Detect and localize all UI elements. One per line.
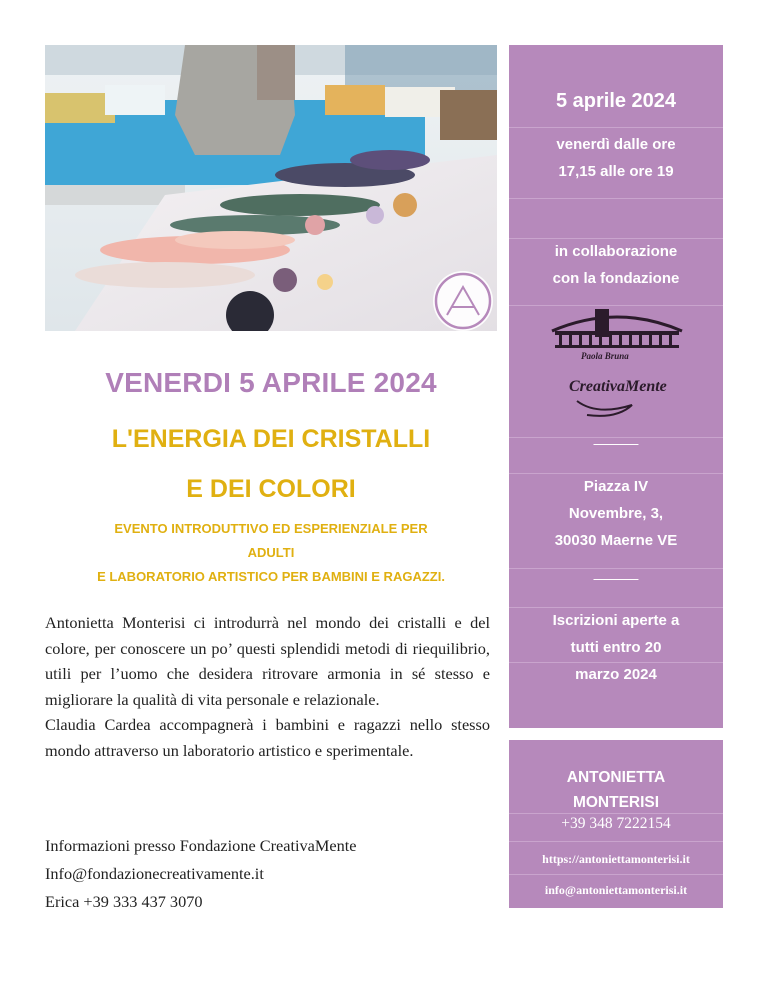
sidebar-divider <box>509 662 723 663</box>
event-photo <box>45 45 497 331</box>
logo-top-text: Paola Bruna <box>581 351 629 361</box>
sidebar-separator: _____ <box>593 429 639 446</box>
contact-card-divider <box>509 841 723 842</box>
info-line: Informazioni presso Fondazione CreativaMente <box>45 836 357 855</box>
description-paragraph1: Antonietta Monterisi ci introdurrà nel mondo dei cristalli e del colore, per conoscere un po’ questi splendidi metodi di riequilibrio, utili per l’uomo che desidera ritrovare armonia in sé stesso e migliorare la qualità di vita personale e relazionale. <box>45 613 490 709</box>
sidebar-registration-line2: tutti entro 20 <box>570 639 662 656</box>
subtitle-line3: E LABORATORIO ARTISTICO PER BAMBINI E RAGAZZI. <box>97 569 445 584</box>
sidebar-time-line1: venerdì dalle ore <box>556 136 676 153</box>
info-phone: Erica +39 333 437 3070 <box>45 892 203 911</box>
sidebar-collab-line1: in collaborazione <box>554 243 678 260</box>
contact-card-divider <box>509 874 723 875</box>
sidebar-collab <box>509 238 723 292</box>
contact-card <box>509 740 723 908</box>
event-date-headline: VENERDI 5 APRILE 2024 <box>105 367 437 398</box>
contact-card-divider <box>509 813 723 814</box>
sidebar-time-line2: 17,15 alle ore 19 <box>558 163 674 180</box>
sidebar-registration <box>509 607 723 688</box>
contact-name-line2: MONTERISI <box>572 794 660 811</box>
event-sidebar <box>509 45 723 728</box>
event-subtitle <box>45 517 497 589</box>
contact-phone: +39 348 7222154 <box>561 815 671 832</box>
event-description <box>45 610 490 763</box>
contact-name-line1: ANTONIETTA <box>566 769 666 786</box>
sidebar-separator: _____ <box>593 564 639 581</box>
info-contacts <box>45 832 490 916</box>
contact-website-link[interactable]: https://antoniettamonterisi.it <box>542 852 690 866</box>
contact-name <box>509 765 723 815</box>
sidebar-registration-line3: marzo 2024 <box>575 666 657 683</box>
sidebar-address-line1: Piazza IV <box>583 478 649 495</box>
subtitle-line1: EVENTO INTRODUTTIVO ED ESPERIENZIALE PER <box>114 521 428 536</box>
sidebar-date: 5 aprile 2024 <box>555 90 677 112</box>
info-email-link[interactable]: Info@fondazionecreativamente.it <box>45 864 264 883</box>
sidebar-registration-line1: Iscrizioni aperte a <box>552 612 680 629</box>
creativamente-logo <box>547 301 687 423</box>
event-title-line1: L'ENERGIA DEI CRISTALLI <box>111 425 431 453</box>
sidebar-address-line2: Novembre, 3, <box>568 505 664 522</box>
event-title-line2: E DEI COLORI <box>186 475 356 503</box>
description-paragraph2: Claudia Cardea accompagnerà i bambini e ragazzi nello stesso mondo attraverso un laboratorio artistico e sperimentale. <box>45 715 490 760</box>
sidebar-address-line3: 30030 Maerne VE <box>554 532 678 549</box>
sidebar-divider <box>509 198 723 199</box>
contact-email-link[interactable]: info@antoniettamonterisi.it <box>544 883 688 897</box>
sidebar-collab-line2: con la fondazione <box>552 270 680 287</box>
logo-name-text: CreativaMente <box>569 378 667 395</box>
sidebar-time <box>509 131 723 185</box>
sidebar-divider <box>509 127 723 128</box>
subtitle-line2: ADULTI <box>247 545 295 560</box>
sidebar-address <box>509 473 723 554</box>
